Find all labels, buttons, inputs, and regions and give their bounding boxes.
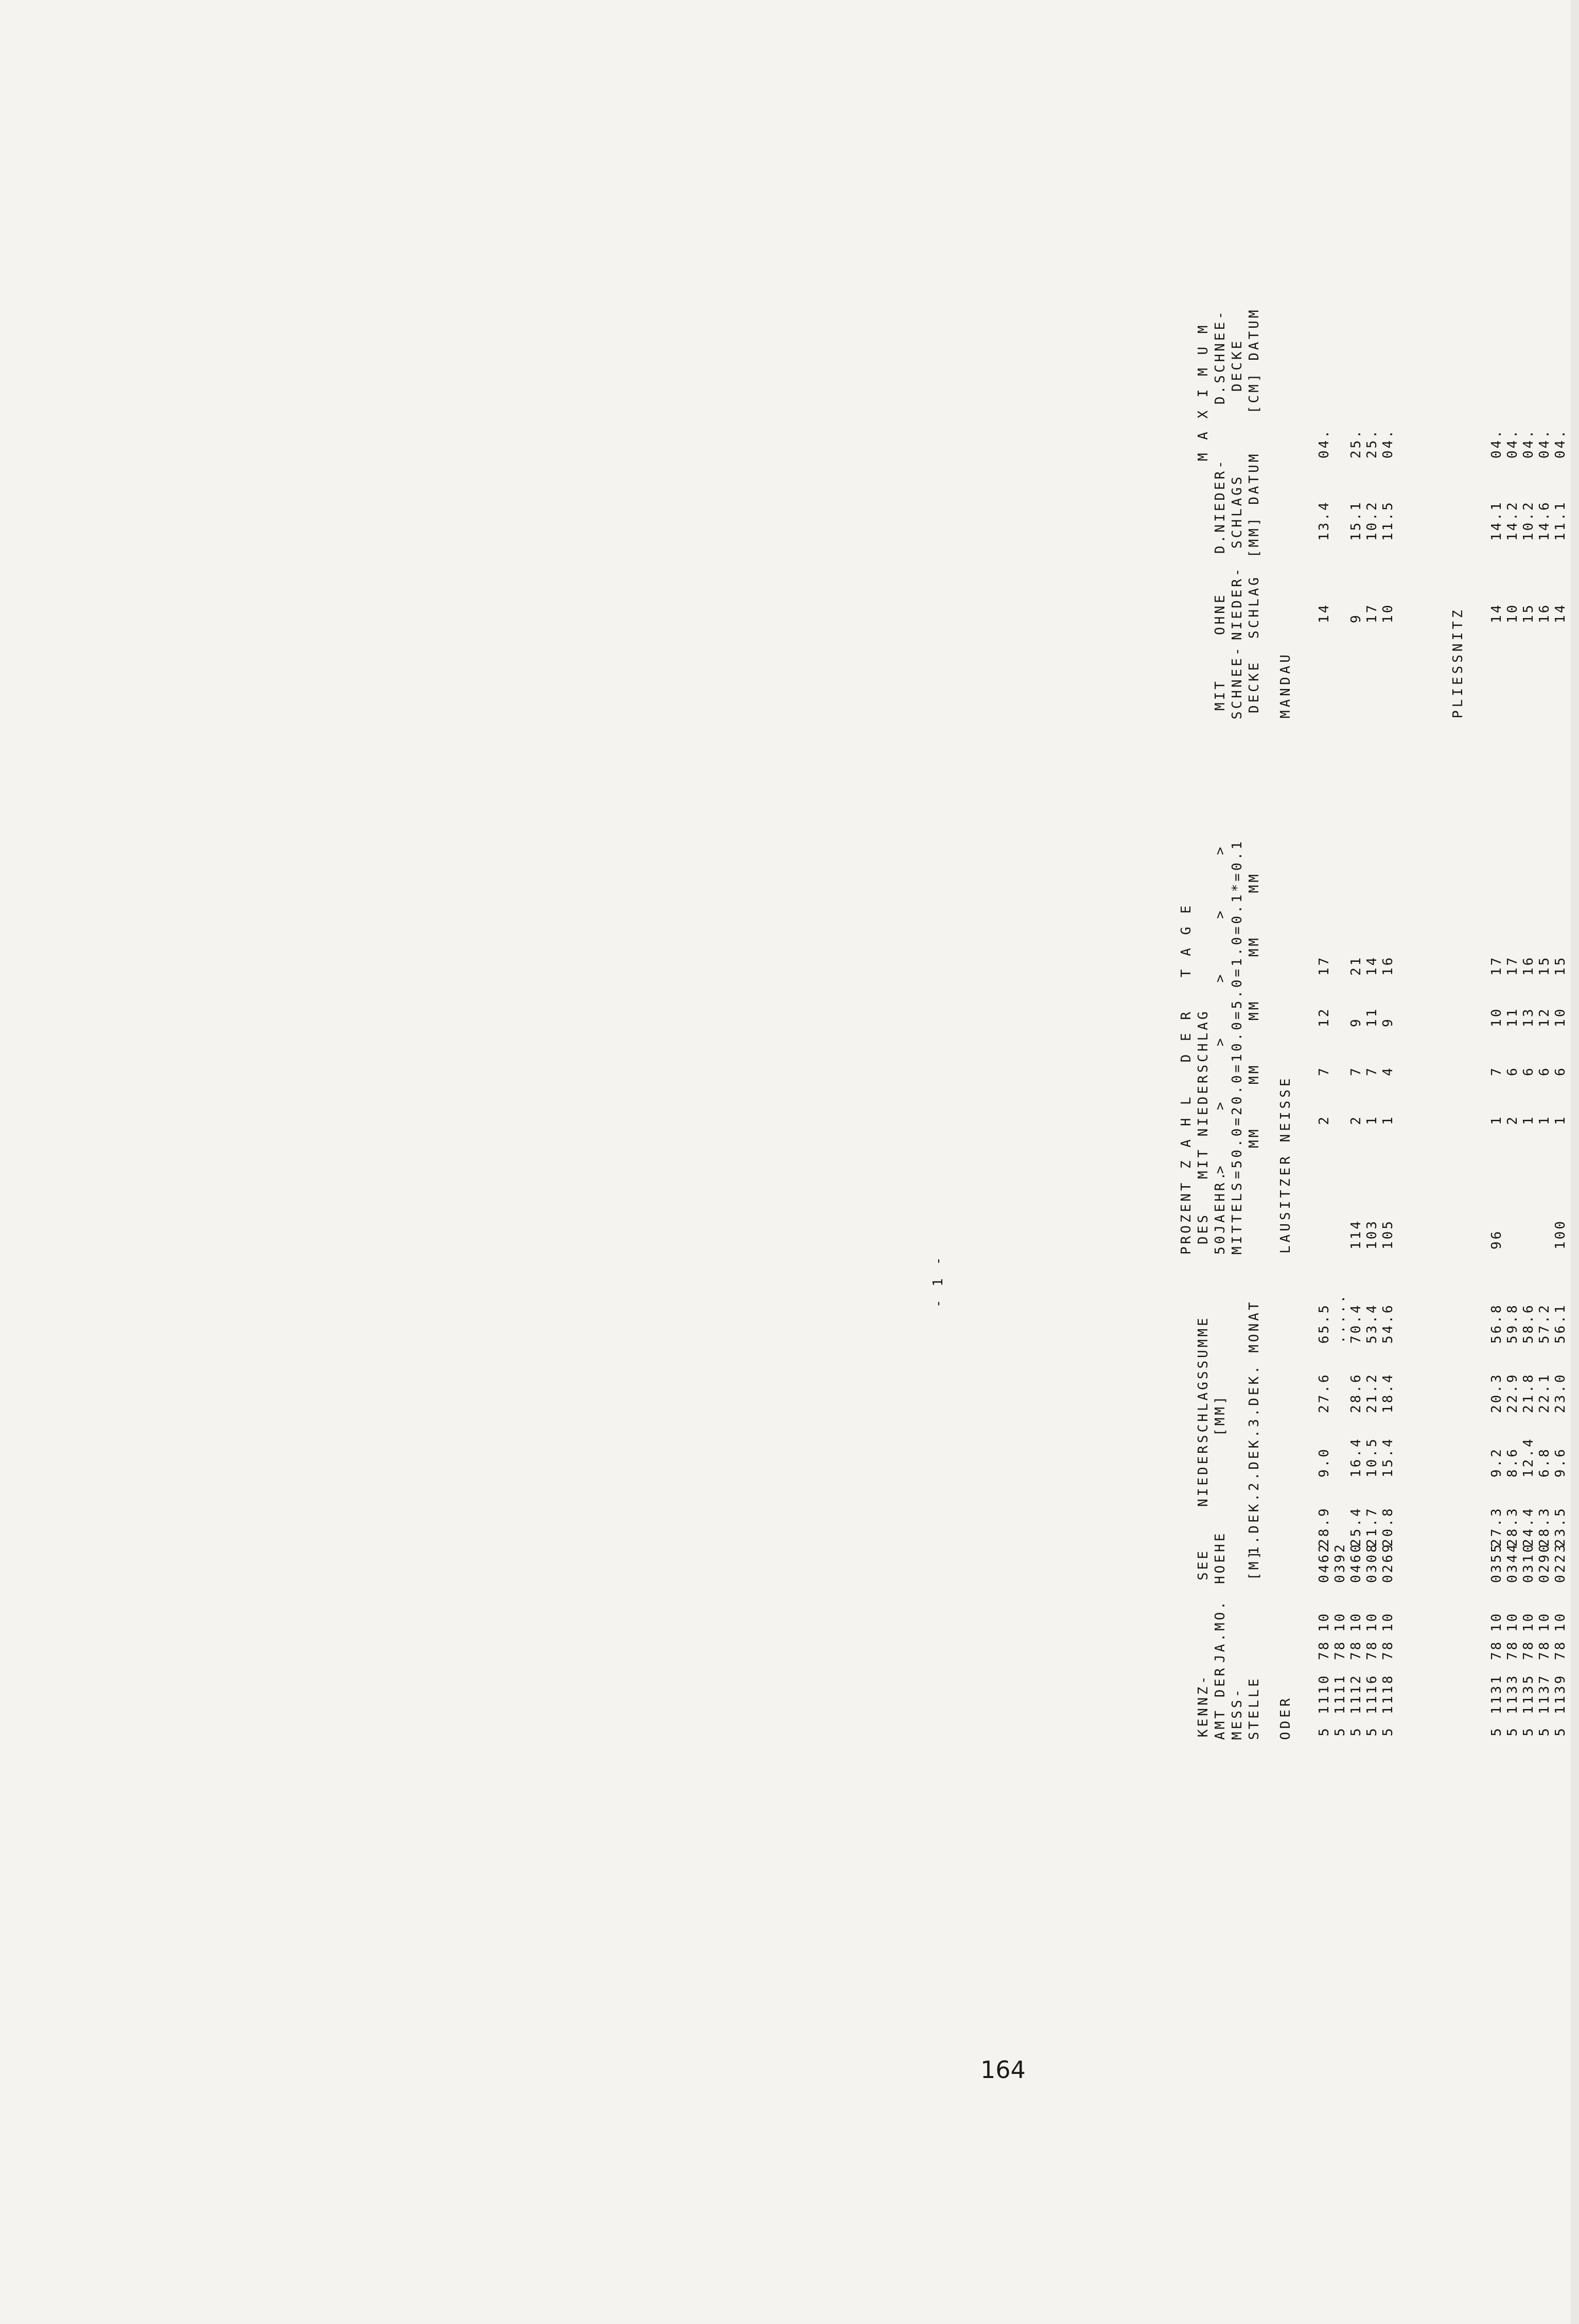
header-schnee: SCHNEE- — [1230, 645, 1245, 719]
cell-z5: 15 — [1553, 955, 1568, 976]
cell-ja: 78 — [1317, 1640, 1332, 1660]
cell-dohne: 10 — [1380, 603, 1396, 623]
cell-mo: 10 — [1553, 1611, 1568, 1632]
cell-maxnd: 04. — [1537, 428, 1552, 459]
cell-hoehe: 0344 — [1505, 1542, 1520, 1583]
section-label-left: ODER — [1278, 1695, 1293, 1740]
cell-z2: 2 — [1317, 1115, 1332, 1125]
cell-monat: 58.6 — [1521, 1303, 1536, 1344]
cell-monat: 65.5 — [1317, 1303, 1332, 1344]
cell-id: 1110 — [1317, 1674, 1332, 1714]
cell-z2: 1 — [1537, 1115, 1552, 1125]
cell-monat: 59.8 — [1505, 1303, 1520, 1344]
cell-z2: 1 — [1380, 1115, 1396, 1125]
cell-amt: 5 — [1553, 1726, 1568, 1736]
cell-z5: 15 — [1537, 955, 1552, 976]
cell-mo: 10 — [1505, 1611, 1520, 1632]
cell-z5: 16 — [1380, 955, 1396, 976]
cell-id: 1116 — [1364, 1674, 1380, 1714]
cell-proz: 100 — [1553, 1219, 1568, 1249]
cell-d3: 22.1 — [1537, 1372, 1552, 1413]
cell-proz: 105 — [1380, 1219, 1396, 1249]
cell-proz: 96 — [1489, 1229, 1504, 1249]
cell-mo: 10 — [1521, 1611, 1536, 1632]
header-see: SEE — [1196, 1548, 1211, 1580]
cell-maxnd: 04. — [1317, 428, 1332, 459]
cell-dohne: 17 — [1364, 603, 1380, 623]
cell-z5: 16 — [1521, 955, 1536, 976]
header-jamo: JA.MO. — [1213, 1599, 1228, 1663]
cell-monat: 53.4 — [1364, 1303, 1380, 1344]
cell-z3: 7 — [1364, 1066, 1380, 1076]
cell-ja: 78 — [1521, 1640, 1536, 1660]
header-thresholds-units: MM MM MM MM MM — [1247, 872, 1262, 1148]
cell-id: 1118 — [1380, 1674, 1396, 1714]
header-mess: MESS- — [1230, 1686, 1245, 1740]
cell-d2: 12.4 — [1521, 1437, 1536, 1477]
cell-d2: 6.8 — [1537, 1447, 1552, 1477]
cell-d3: 27.6 — [1317, 1372, 1332, 1413]
cell-hoehe: 0223 — [1553, 1542, 1568, 1583]
cell-maxnd: 04. — [1505, 428, 1520, 459]
cell-dohne: 14 — [1489, 603, 1504, 623]
cell-maxnd: 25. — [1348, 428, 1364, 459]
cell-amt: 5 — [1348, 1726, 1364, 1736]
cell-hoehe: 0462 — [1317, 1542, 1332, 1583]
header-mm-unit: [MM] — [1213, 1394, 1228, 1436]
cell-dohne: 14 — [1317, 603, 1332, 623]
header-mit: MIT — [1213, 679, 1228, 711]
cell-z4: 10 — [1489, 1007, 1504, 1027]
cell-d3: 18.4 — [1380, 1372, 1396, 1413]
cell-amt: 5 — [1380, 1726, 1396, 1736]
cell-mo: 10 — [1348, 1611, 1364, 1632]
cell-mo: 10 — [1380, 1611, 1396, 1632]
cell-d3: 20.3 — [1489, 1372, 1504, 1413]
cell-hoehe: 0355 — [1489, 1542, 1504, 1583]
header-mm-datum: [MM] DATUM — [1247, 451, 1262, 558]
cell-d1: 21.7 — [1364, 1506, 1380, 1547]
cell-d3: 21.2 — [1364, 1372, 1380, 1413]
cell-d3: 28.6 — [1348, 1372, 1364, 1413]
cell-d1: 28.3 — [1505, 1506, 1520, 1547]
header-d-schnee: D.SCHNEE- — [1213, 309, 1228, 404]
cell-mo: 10 — [1537, 1611, 1552, 1632]
page-number: 164 — [980, 2056, 1026, 2084]
cell-dohne: 10 — [1505, 603, 1520, 623]
header-mittels: MITTELS — [1230, 1180, 1245, 1255]
cell-z4: 10 — [1553, 1007, 1568, 1027]
cell-hoehe: 0290 — [1537, 1542, 1552, 1583]
cell-monat: 57.2 — [1537, 1303, 1552, 1344]
cell-z2: 1 — [1553, 1115, 1568, 1125]
cell-d1: 27.3 — [1489, 1506, 1504, 1547]
header-des: DES — [1196, 1212, 1211, 1244]
cell-hoehe: 0460 — [1348, 1542, 1364, 1583]
cell-ja: 78 — [1489, 1640, 1504, 1660]
cell-d1: 28.9 — [1317, 1506, 1332, 1547]
cell-maxn: 14.1 — [1489, 500, 1504, 541]
cell-id: 1112 — [1348, 1674, 1364, 1714]
cell-hoehe: 0269 — [1380, 1542, 1396, 1583]
cell-maxn: 11.5 — [1380, 500, 1396, 541]
cell-dohne: 14 — [1553, 603, 1568, 623]
cell-amt: 5 — [1521, 1726, 1536, 1736]
cell-z3: 6 — [1537, 1066, 1552, 1076]
header-decke-2: DECKE — [1230, 338, 1245, 392]
cell-dohne: 15 — [1521, 603, 1536, 623]
header-amt: AMT DER — [1213, 1665, 1228, 1740]
cell-z3: 6 — [1521, 1066, 1536, 1076]
cell-hoehe: 0392 — [1332, 1542, 1348, 1583]
cell-z3: 6 — [1505, 1066, 1520, 1076]
cell-z5: 17 — [1489, 955, 1504, 976]
cell-maxn: 15.1 — [1348, 500, 1364, 541]
cell-d2: 9.2 — [1489, 1447, 1504, 1477]
header-zahl-der-tage: Z A H L D E R T A G E — [1179, 903, 1194, 1169]
section-label-right: MANDAU — [1278, 652, 1293, 718]
cell-ja: 78 — [1553, 1640, 1568, 1660]
cell-amt: 5 — [1364, 1726, 1380, 1736]
cell-maxn: 10.2 — [1521, 500, 1536, 541]
cell-proz: 103 — [1364, 1219, 1380, 1249]
header-stelle: STELLE — [1247, 1676, 1262, 1740]
cell-d1: 20.8 — [1380, 1506, 1396, 1547]
cell-d3: 23.0 — [1553, 1372, 1568, 1413]
cell-ja: 78 — [1332, 1640, 1348, 1660]
cell-maxnd: 04. — [1521, 428, 1536, 459]
section-label-center: LAUSITZER NEISSE — [1278, 1075, 1293, 1254]
cell-dohne: 9 — [1348, 613, 1364, 623]
cell-z4: 9 — [1380, 1017, 1396, 1027]
cell-z5: 17 — [1505, 955, 1520, 976]
cell-d3: 21.8 — [1521, 1372, 1536, 1413]
cell-id: 1139 — [1553, 1674, 1568, 1714]
cell-d2: 10.5 — [1364, 1437, 1380, 1477]
cell-ja: 78 — [1537, 1640, 1552, 1660]
cell-dohne: 16 — [1537, 603, 1552, 623]
cell-monat: 54.6 — [1380, 1303, 1396, 1344]
cell-maxnd: 04. — [1553, 428, 1568, 459]
cell-d1: 24.4 — [1521, 1506, 1536, 1547]
cell-z2: 1 — [1521, 1115, 1536, 1125]
cell-maxn: 14.6 — [1537, 500, 1552, 541]
page-title: - 1 - — [931, 1254, 946, 1308]
cell-z3: 7 — [1348, 1066, 1364, 1076]
cell-maxn: 14.2 — [1505, 500, 1520, 541]
cell-z4: 12 — [1317, 1007, 1332, 1027]
header-ohne: OHNE — [1213, 592, 1228, 635]
cell-id: 1111 — [1332, 1674, 1348, 1714]
cell-d1: 28.3 — [1537, 1506, 1552, 1547]
cell-maxn: 11.1 — [1553, 500, 1568, 541]
header-m-unit: [M] — [1247, 1548, 1262, 1580]
cell-z5: 21 — [1348, 955, 1364, 976]
cell-mo: 10 — [1332, 1611, 1348, 1632]
cell-ja: 78 — [1505, 1640, 1520, 1660]
header-50jaehr: 50JAEHR. — [1213, 1169, 1228, 1255]
cell-maxnd: 25. — [1364, 428, 1380, 459]
cell-maxnd: 04. — [1380, 428, 1396, 459]
cell-maxn: 10.2 — [1364, 500, 1380, 541]
cell-mo: 10 — [1489, 1611, 1504, 1632]
cell-id: 1133 — [1505, 1674, 1520, 1714]
cell-monat: 56.1 — [1553, 1303, 1568, 1344]
cell-monat: 56.8 — [1489, 1303, 1504, 1344]
cell-z2: 1 — [1489, 1115, 1504, 1125]
cell-z2: 1 — [1364, 1115, 1380, 1125]
cell-ja: 78 — [1348, 1640, 1364, 1660]
cell-id: 1137 — [1537, 1674, 1552, 1714]
cell-z3: 6 — [1553, 1066, 1568, 1076]
cell-z2: 2 — [1348, 1115, 1364, 1125]
cell-z4: 12 — [1537, 1007, 1552, 1027]
cell-mo: 10 — [1364, 1611, 1380, 1632]
cell-d1: 23.5 — [1553, 1506, 1568, 1547]
cell-amt: 5 — [1505, 1726, 1520, 1736]
cell-d2: 9.6 — [1553, 1447, 1568, 1477]
header-thresholds: =50.0=20.0=10.0=5.0=1.0=0.1*=0.1 — [1230, 839, 1245, 1179]
header-maximum: M A X I M U M — [1196, 323, 1211, 461]
header-niederschlagssumme: NIEDERSCHLAGSSUMME — [1196, 1315, 1211, 1507]
cell-d2: 16.4 — [1348, 1437, 1364, 1477]
cell-d2: 8.6 — [1505, 1447, 1520, 1477]
header-dekaden: 1.DEK.2.DEK.3.DEK. MONAT — [1247, 1299, 1262, 1555]
cell-z3: 4 — [1380, 1066, 1396, 1076]
cell-monat: ..... — [1332, 1293, 1348, 1344]
cell-ja: 78 — [1380, 1640, 1396, 1660]
header-mit-niederschlag: MIT NIEDERSCHLAG — [1196, 1009, 1211, 1179]
cell-z5: 14 — [1364, 955, 1380, 976]
cell-maxnd: 04. — [1489, 428, 1504, 459]
header-nieder: NIEDER- — [1230, 566, 1245, 640]
header-prozent: PROZENT — [1179, 1180, 1194, 1255]
cell-proz: 114 — [1348, 1219, 1364, 1249]
header-d-nieder: D.NIEDER- — [1213, 458, 1228, 554]
header-hoehe: HOEHE — [1213, 1530, 1228, 1584]
cell-d2: 9.0 — [1317, 1447, 1332, 1477]
cell-amt: 5 — [1317, 1726, 1332, 1736]
cell-hoehe: 0308 — [1364, 1542, 1380, 1583]
cell-z4: 9 — [1348, 1017, 1364, 1027]
header-schlags: SCHLAGS — [1230, 474, 1245, 549]
cell-amt: 5 — [1537, 1726, 1552, 1736]
cell-maxn: 13.4 — [1317, 500, 1332, 541]
cell-amt: 5 — [1332, 1726, 1348, 1736]
cell-z3: 7 — [1317, 1066, 1332, 1076]
cell-z4: 11 — [1364, 1007, 1380, 1027]
cell-z5: 17 — [1317, 955, 1332, 976]
cell-ja: 78 — [1364, 1640, 1380, 1660]
cell-z3: 7 — [1489, 1066, 1504, 1076]
cell-id: 1131 — [1489, 1674, 1504, 1714]
cell-id: 1135 — [1521, 1674, 1536, 1714]
header-gt-signs: > > > > > > — [1213, 844, 1228, 1174]
cell-hoehe: 0310 — [1521, 1542, 1536, 1583]
cell-z4: 11 — [1505, 1007, 1520, 1027]
section-label-right: PLIESSNITZ — [1450, 607, 1466, 718]
cell-amt: 5 — [1489, 1726, 1504, 1736]
cell-d1: 25.4 — [1348, 1506, 1364, 1547]
header-cm-datum: [CM] DATUM — [1247, 307, 1262, 414]
header-decke: DECKE — [1247, 660, 1262, 713]
cell-d3: 22.9 — [1505, 1372, 1520, 1413]
cell-monat: 70.4 — [1348, 1303, 1364, 1344]
header-kennz: KENNZ- — [1196, 1674, 1211, 1737]
header-schlag: SCHLAG — [1247, 575, 1262, 639]
cell-z4: 13 — [1521, 1007, 1536, 1027]
cell-z2: 2 — [1505, 1115, 1520, 1125]
cell-d2: 15.4 — [1380, 1437, 1396, 1477]
cell-mo: 10 — [1317, 1611, 1332, 1632]
